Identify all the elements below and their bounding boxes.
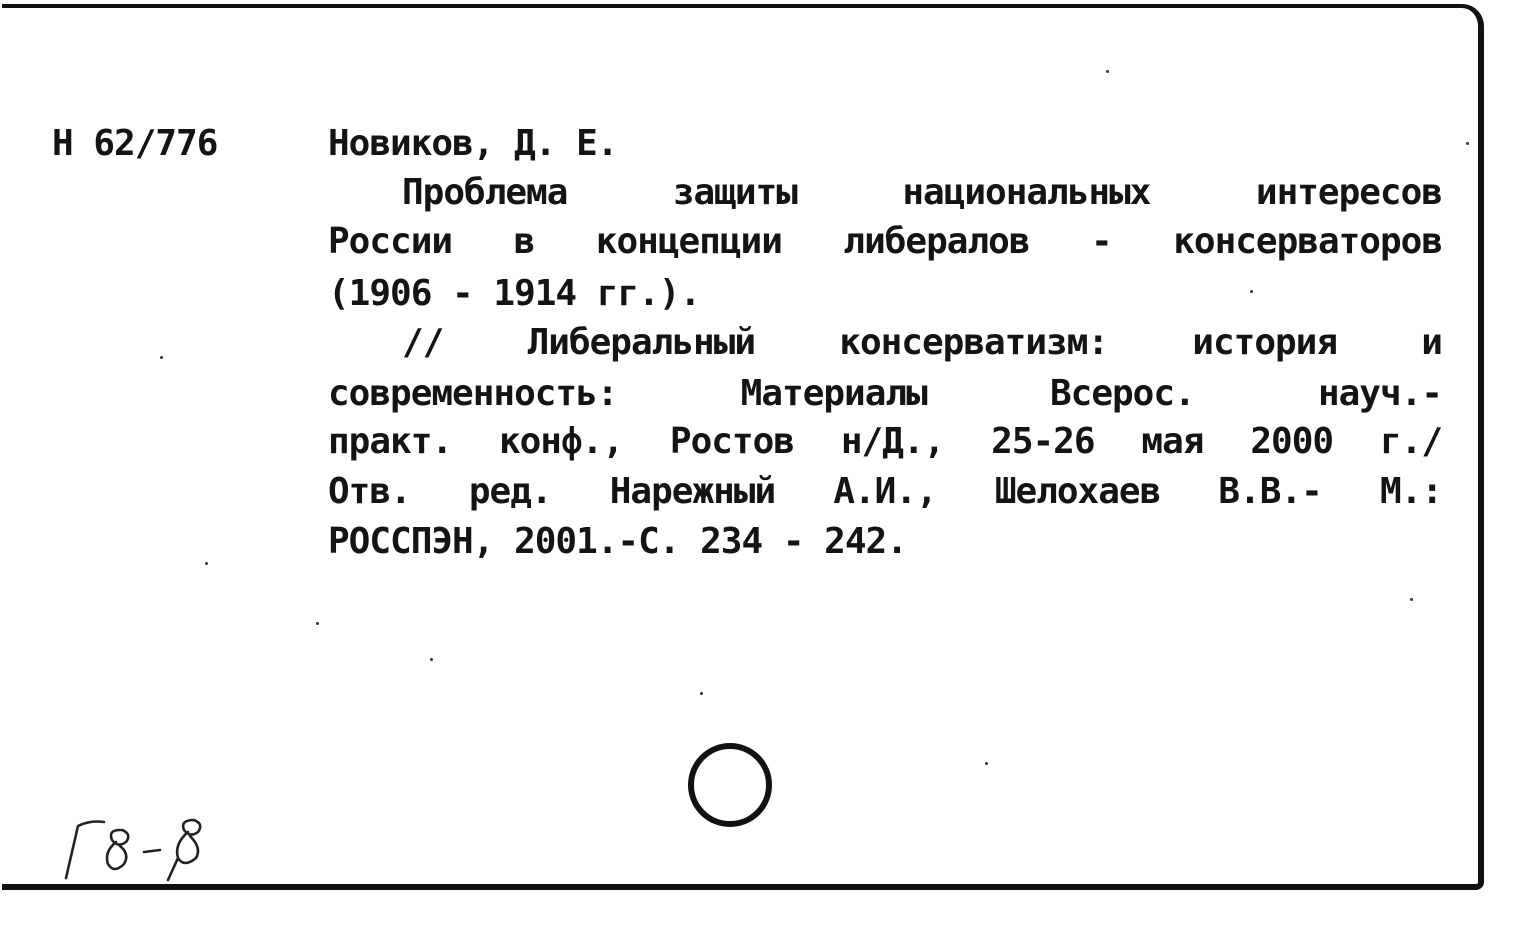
dust-speck (700, 692, 703, 695)
dust-speck (1466, 142, 1469, 145)
word: консерватизм: (839, 322, 1109, 363)
word: науч.- (1317, 373, 1442, 414)
word: 25-26 (991, 421, 1095, 462)
word: Всерос. (1049, 373, 1195, 414)
source-line-2 (328, 373, 1442, 414)
source-line-1 (402, 322, 1442, 363)
source-line-3 (328, 421, 1442, 462)
word: концепции (595, 221, 782, 262)
punch-hole (688, 743, 772, 827)
word: интересов (1255, 172, 1442, 213)
word: А.И., (833, 471, 937, 512)
word: история (1192, 322, 1338, 363)
dust-speck (430, 658, 433, 661)
dust-speck (1410, 598, 1413, 601)
word: России (328, 221, 453, 262)
title-line-1 (402, 172, 1442, 213)
title-line-2 (328, 221, 1442, 262)
word: М.: (1379, 471, 1442, 512)
word: г./ (1379, 421, 1442, 462)
word: в (513, 221, 535, 262)
word: ред. (468, 471, 552, 512)
source-line-5: РОССПЭН, 2001.-С. 234 - 242. (328, 521, 907, 562)
word: Либеральный (527, 322, 756, 363)
title-line-3: (1906 - 1914 гг.). (328, 273, 701, 314)
source-line-4 (328, 471, 1442, 512)
word: Проблема (402, 172, 568, 213)
dust-speck (316, 622, 319, 625)
dust-speck (1106, 70, 1109, 73)
word: - (1091, 221, 1112, 262)
word: // (402, 322, 444, 363)
word: Ростов (669, 421, 794, 462)
word: В.В.- (1218, 471, 1322, 512)
word: и (1421, 322, 1442, 363)
shelfmark: Н 62/776 (52, 123, 218, 164)
handwritten-note (60, 812, 230, 884)
author: Новиков, Д. Е. (328, 123, 618, 164)
word: защиты (672, 172, 797, 213)
word: 2000 (1250, 421, 1334, 462)
word: н/Д., (840, 421, 945, 462)
dust-speck (160, 356, 163, 359)
dust-speck (985, 762, 988, 765)
word: Шелохаев (994, 471, 1161, 512)
word: практ. (328, 421, 453, 462)
word: консерваторов (1173, 221, 1442, 262)
word: Отв. (328, 471, 411, 512)
word: Нарежный (609, 471, 776, 512)
dust-speck (1250, 290, 1253, 293)
word: конф., (498, 421, 623, 462)
word: Материалы (740, 373, 927, 414)
word: национальных (902, 172, 1151, 213)
word: мая (1141, 421, 1204, 462)
word: либералов (843, 221, 1030, 262)
word: современность: (328, 373, 618, 414)
dust-speck (205, 562, 208, 565)
